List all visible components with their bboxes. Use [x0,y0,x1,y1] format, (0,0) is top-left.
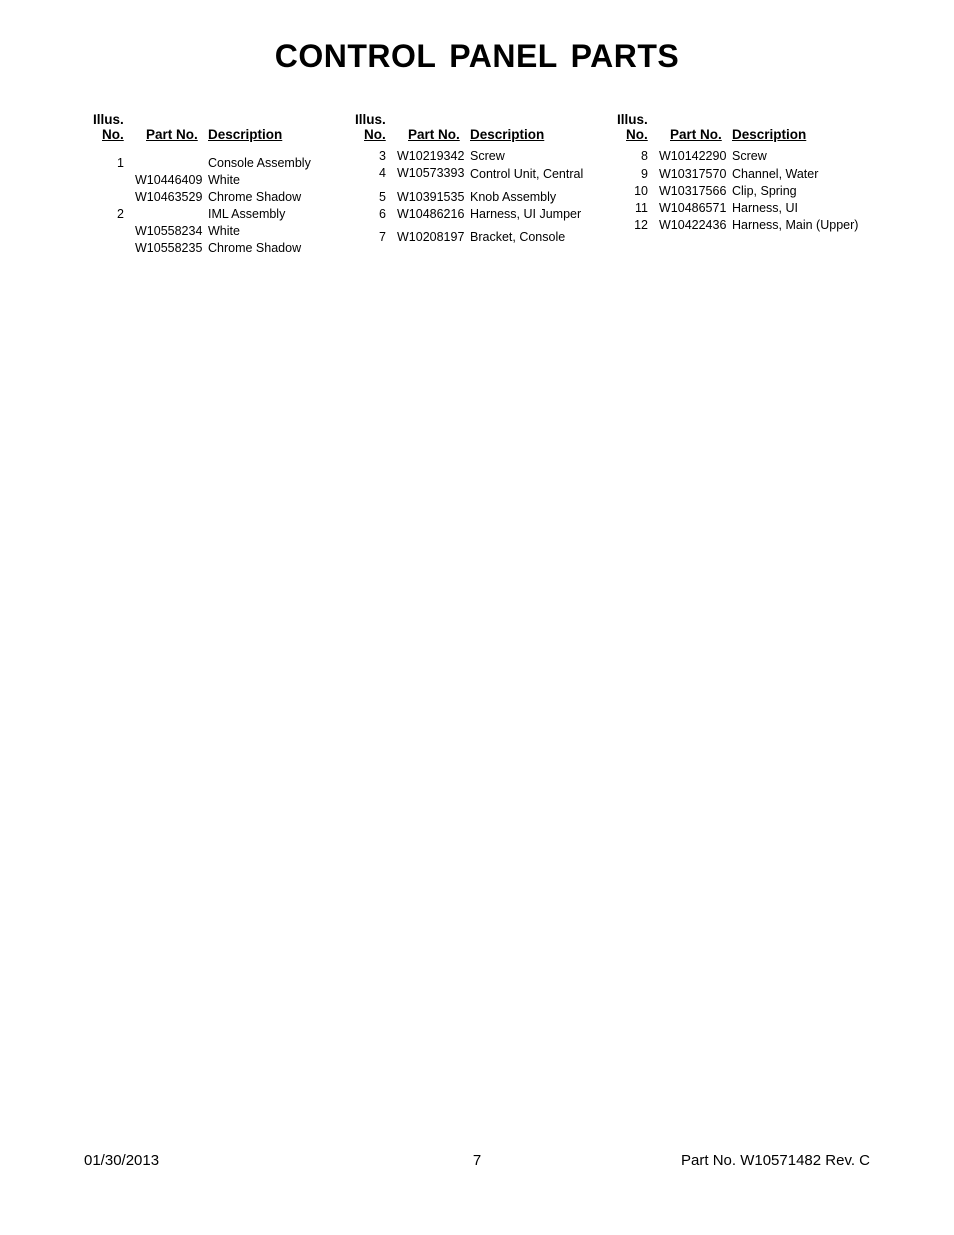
part-description: Control Unit, Central [470,167,584,181]
part-number: W10317570 [659,167,727,181]
part-description: Harness, UI [732,201,798,215]
part-description: Channel, Water [732,167,819,181]
part-number: W10219342 [397,149,465,163]
illus-no: 5 [379,190,386,204]
illus-no: 1 [117,156,124,170]
part-description: IML Assembly [208,207,286,221]
part-number: W10317566 [659,184,727,198]
part-description: Clip, Spring [732,184,797,198]
illus-no: 12 [634,218,648,232]
illus-no: 3 [379,149,386,163]
part-description: Harness, Main (Upper) [732,218,859,232]
part-number: W10486216 [397,207,465,221]
part-number: W10558234 [135,224,203,238]
illus-no: 4 [379,166,386,180]
part-number: W10422436 [659,218,727,232]
part-number: W10391535 [397,190,465,204]
part-description: Bracket, Console [470,230,566,244]
part-number: W10142290 [659,149,727,163]
illus-no: 7 [379,230,386,244]
header-part-no: Part No. [408,127,460,142]
illus-no: 8 [641,149,648,163]
header-description: Description [470,127,545,142]
part-number: W10486571 [659,201,727,215]
illus-no: 9 [641,167,648,181]
part-description: White [208,224,240,238]
header-illus-no: No. [364,127,386,142]
part-number: W10446409 [135,173,203,187]
part-number: W10208197 [397,230,465,244]
part-number: W10463529 [135,190,203,204]
part-number: W10558235 [135,241,203,255]
footer-part-revision: Part No. W10571482 Rev. C [681,1152,870,1169]
header-illus-no: No. [626,127,648,142]
header-description: Description [732,127,807,142]
part-description: Screw [470,149,505,163]
header-part-no: Part No. [670,127,722,142]
part-description: White [208,173,240,187]
illus-no: 10 [634,184,648,198]
part-description: Chrome Shadow [208,241,302,255]
header-illus: Illus. [617,112,648,127]
illus-no: 6 [379,207,386,221]
footer-page-number: 7 [472,1152,482,1169]
illus-no: 11 [635,201,648,215]
header-description: Description [208,127,283,142]
part-description: Console Assembly [208,156,311,170]
part-description: Knob Assembly [470,190,557,204]
part-description: Screw [732,149,767,163]
part-description: Chrome Shadow [208,190,302,204]
part-number: W10573393 [397,166,465,180]
page-title: CONTROL PANEL PARTS [274,38,680,74]
header-illus: Illus. [93,112,124,127]
header-part-no: Part No. [146,127,198,142]
illus-no: 2 [117,207,124,221]
part-description: Harness, UI Jumper [470,207,582,221]
footer-date: 01/30/2013 [84,1152,160,1169]
header-illus-no: No. [102,127,124,142]
header-illus: Illus. [355,112,386,127]
